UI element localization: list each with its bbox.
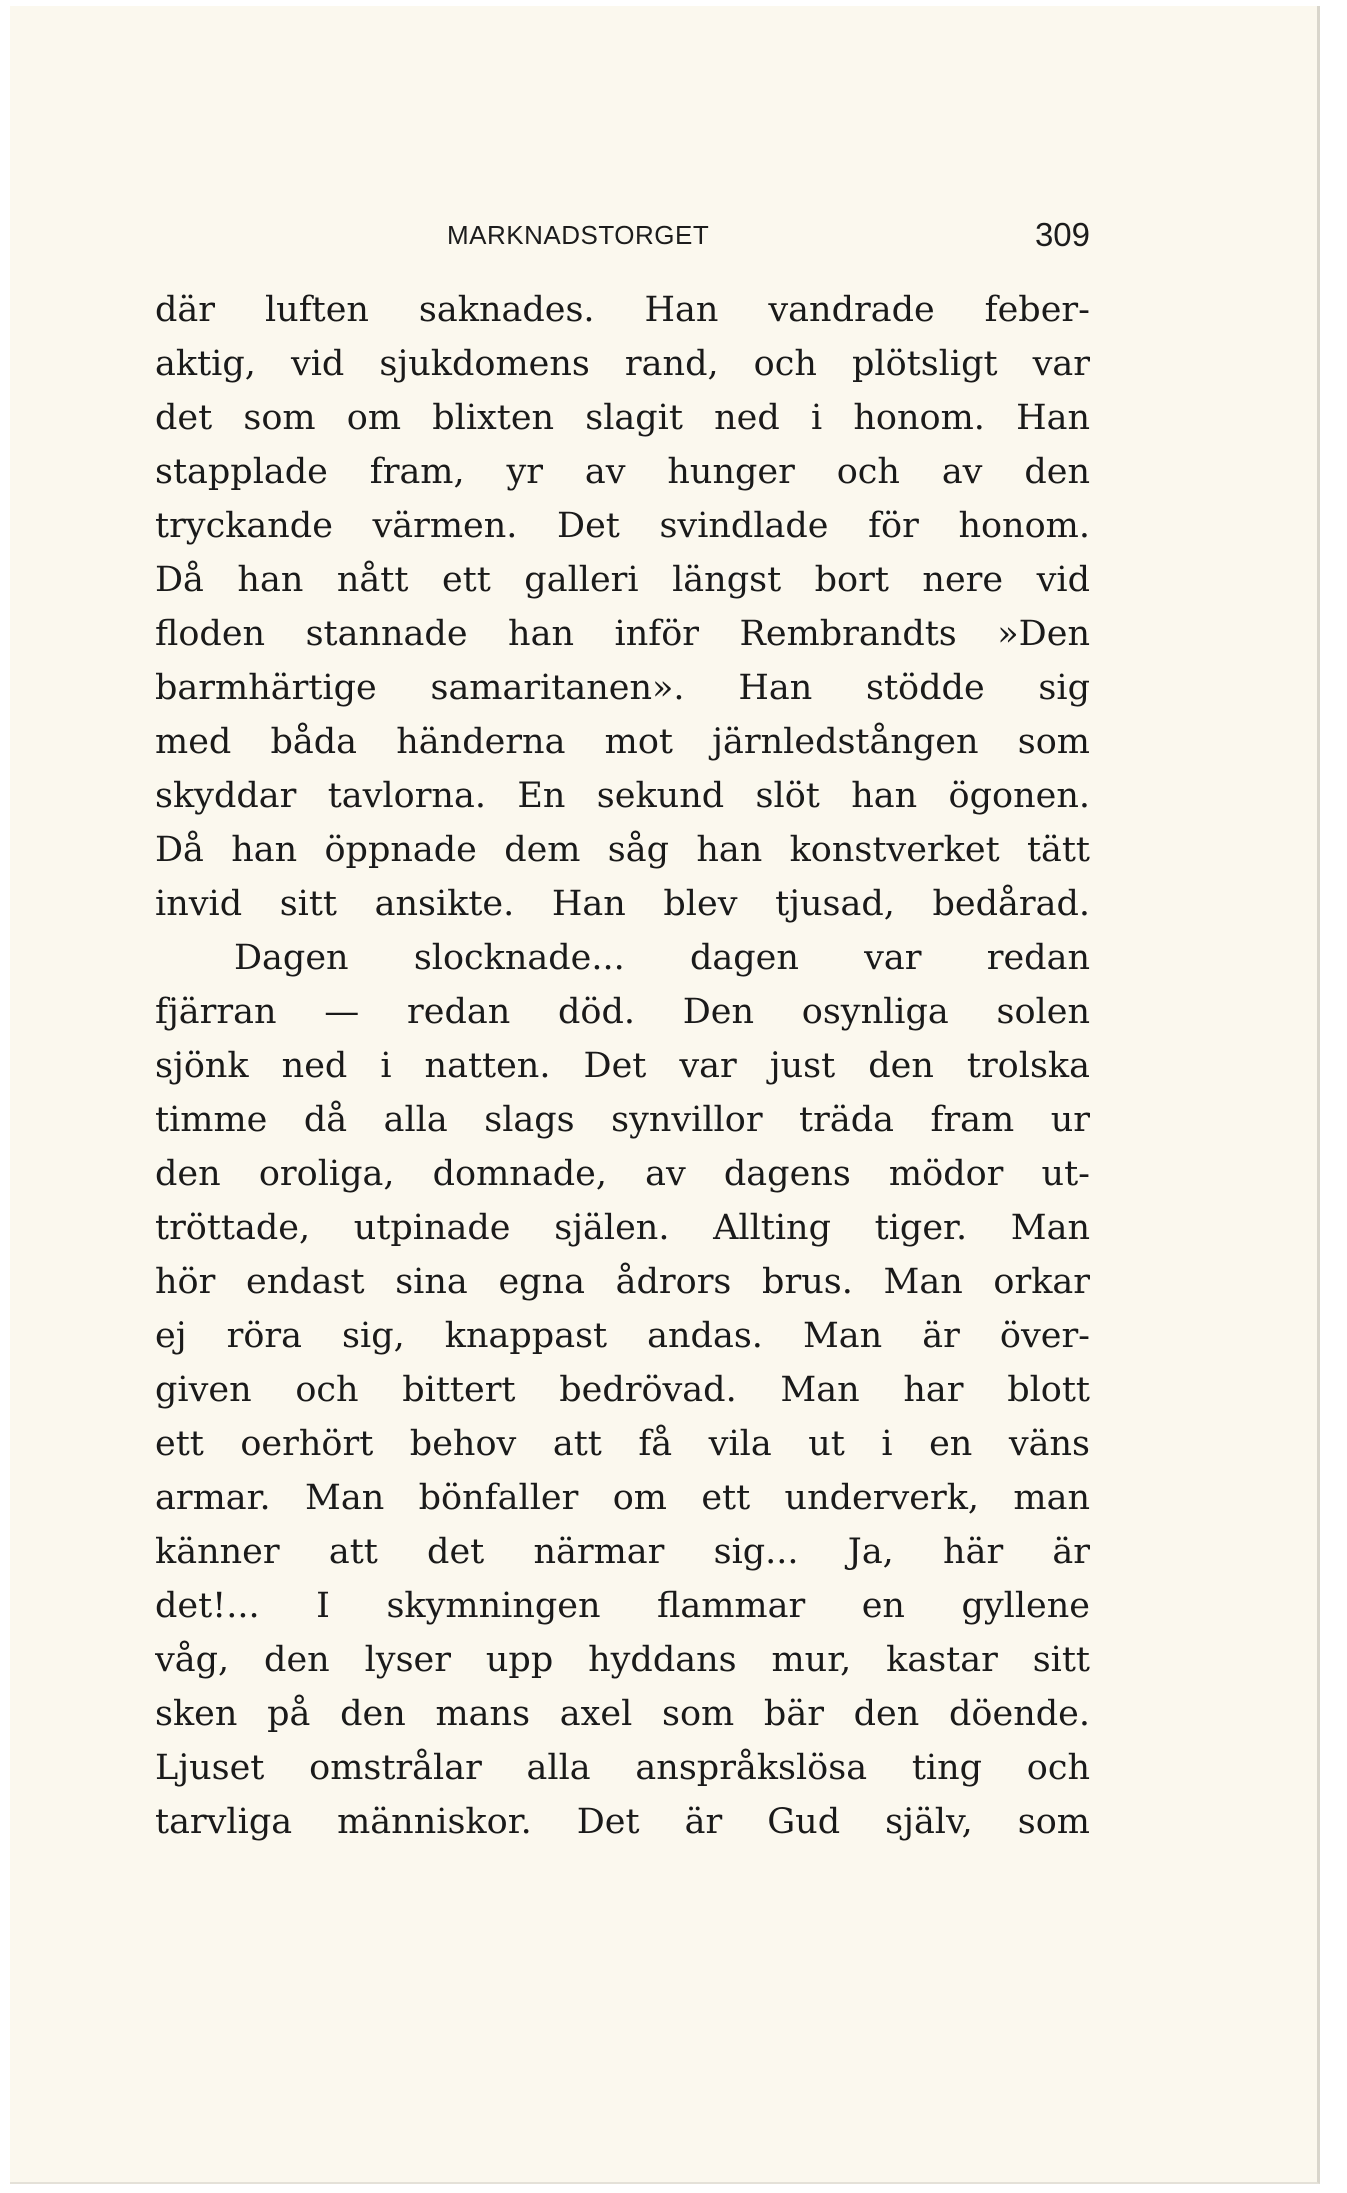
text-line: given och bittert bedrövad. Man har blott bbox=[155, 1370, 1090, 1410]
text-line: sjönk ned i natten. Det var just den trolska bbox=[155, 1046, 1090, 1086]
text-line: tarvliga människor. Det är Gud själv, som bbox=[155, 1802, 1090, 1842]
text-line: den oroliga, domnade, av dagens mödor ut- bbox=[155, 1154, 1090, 1194]
text-line: barmhärtige samaritanen». Han stödde sig bbox=[155, 668, 1090, 708]
text-line: skyddar tavlorna. En sekund slöt han ögonen. bbox=[155, 776, 1090, 816]
text-line: ej röra sig, knappast andas. Man är över- bbox=[155, 1316, 1090, 1356]
text-line: Ljuset omstrålar alla anspråkslösa ting och bbox=[155, 1748, 1090, 1788]
text-line: tröttade, utpinade själen. Allting tiger. Man bbox=[155, 1208, 1090, 1248]
text-line: känner att det närmar sig... Ja, här är bbox=[155, 1532, 1090, 1572]
text-line: med båda händerna mot järnledstången som bbox=[155, 722, 1090, 762]
text-line: det som om blixten slagit ned i honom. Han bbox=[155, 398, 1090, 438]
text-line: armar. Man bönfaller om ett underverk, man bbox=[155, 1478, 1090, 1518]
body-text bbox=[155, 283, 1090, 1849]
page-header bbox=[155, 216, 1090, 256]
text-line: det!... I skymningen flammar en gyllene bbox=[155, 1586, 1090, 1626]
text-line: fjärran — redan död. Den osynliga solen bbox=[155, 992, 1090, 1032]
text-line: stapplade fram, yr av hunger och av den bbox=[155, 452, 1090, 492]
running-title: MARKNADSTORGET bbox=[447, 220, 710, 250]
text-line: aktig, vid sjukdomens rand, och plötsligt var bbox=[155, 344, 1090, 384]
text-line: ett oerhört behov att få vila ut i en väns bbox=[155, 1424, 1090, 1464]
text-line: våg, den lyser upp hyddans mur, kastar sitt bbox=[155, 1640, 1090, 1680]
text-line: invid sitt ansikte. Han blev tjusad, bedårad. bbox=[155, 884, 1090, 924]
text-line: där luften saknades. Han vandrade feber- bbox=[155, 290, 1090, 330]
text-line: tryckande värmen. Det svindlade för honom. bbox=[155, 506, 1090, 546]
text-line: sken på den mans axel som bär den döende. bbox=[155, 1694, 1090, 1734]
page-number: 309 bbox=[1034, 216, 1090, 253]
text-line: Då han öppnade dem såg han konstverket tätt bbox=[155, 830, 1090, 870]
paragraph-start-line: Dagen slocknade... dagen var redan bbox=[234, 938, 1090, 978]
book-page bbox=[10, 6, 1320, 2184]
text-line: timme då alla slags synvillor träda fram ur bbox=[155, 1100, 1090, 1140]
text-line: hör endast sina egna ådrors brus. Man orkar bbox=[155, 1262, 1090, 1302]
text-line: Då han nått ett galleri längst bort nere vid bbox=[155, 560, 1090, 600]
text-line: floden stannade han inför Rembrandts »Den bbox=[155, 614, 1090, 654]
